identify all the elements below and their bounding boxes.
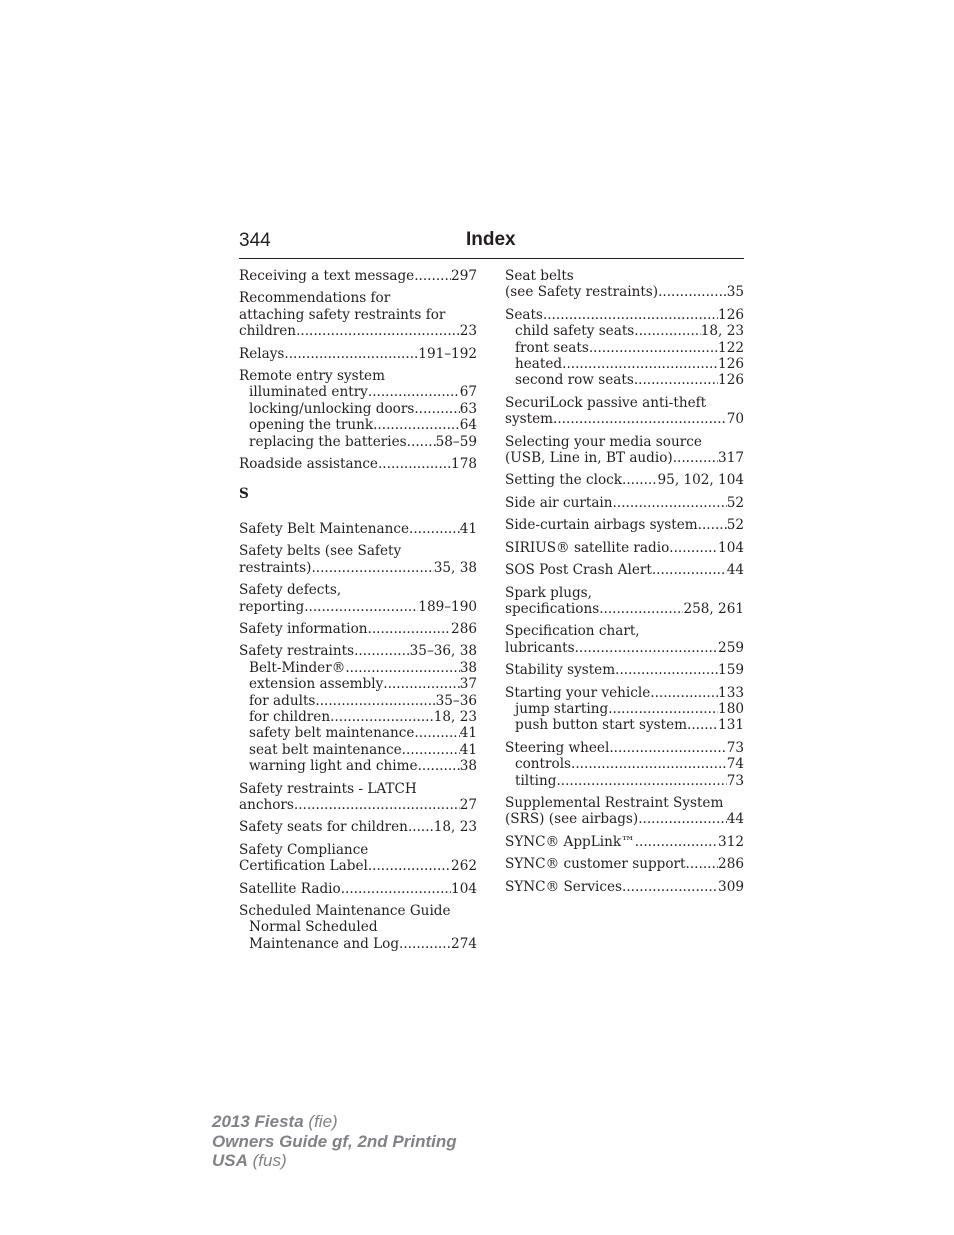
index-entry-line: [505, 450, 744, 466]
page-number: 344: [239, 230, 271, 251]
index-page-ref: 38: [459, 659, 477, 676]
index-term: Safety restraints - LATCH: [239, 780, 417, 797]
index-entry: [505, 662, 744, 678]
index-entry: [239, 346, 477, 362]
index-term: Seats: [505, 306, 543, 323]
index-term: Steering wheel: [505, 739, 610, 756]
index-entry-line: [505, 540, 744, 556]
index-term: Recommendations for: [239, 290, 391, 307]
dot-leader: [669, 540, 718, 556]
index-entry-line: [239, 797, 477, 813]
dot-leader: [658, 284, 727, 300]
index-page-ref: 41: [459, 520, 477, 537]
index-entry: [505, 740, 744, 789]
index-entry-line: [239, 346, 477, 362]
index-term: reporting: [239, 598, 305, 615]
index-term: seat belt maintenance: [249, 741, 402, 758]
index-subentry-line: [505, 717, 744, 733]
index-term: opening the trunk: [249, 417, 374, 434]
index-entry: [505, 856, 744, 872]
index-term: Side-curtain airbags system: [505, 517, 698, 534]
dot-leader: [634, 372, 718, 388]
index-page-ref: 126: [718, 306, 744, 323]
index-term: children: [239, 323, 297, 340]
index-page-ref: 95, 102, 104: [657, 472, 744, 489]
index-entry-line: [505, 623, 744, 639]
index-term: (USB, Line in, BT audio): [505, 450, 673, 467]
dot-leader: [311, 560, 433, 576]
index-subentry-line: [239, 709, 477, 725]
dot-leader: [418, 758, 460, 774]
document-footer: [212, 1112, 457, 1171]
index-term: Normal Scheduled: [249, 919, 378, 936]
index-page-ref: 274: [451, 935, 477, 952]
index-subentry-line: [239, 693, 477, 709]
index-entry-line: [239, 456, 477, 472]
index-entry: [239, 842, 477, 875]
index-term: Safety restraints: [239, 643, 355, 660]
index-entry-line: [239, 599, 477, 615]
index-subentry-line: [239, 401, 477, 417]
index-term: Maintenance and Log: [249, 935, 400, 952]
dot-leader: [373, 417, 460, 433]
index-entry-line: [505, 795, 744, 811]
index-column-right: [505, 268, 744, 901]
index-term: child safety seats: [515, 323, 635, 340]
index-subentry-line: [505, 340, 744, 356]
index-page-ref: 73: [726, 739, 744, 756]
dot-leader: [571, 756, 727, 772]
dot-leader: [414, 725, 459, 741]
page-title: Index: [466, 229, 516, 250]
dot-leader: [543, 307, 718, 323]
index-entry-line: [239, 881, 477, 897]
index-page-ref: 317: [718, 450, 744, 467]
index-entry: [239, 368, 477, 450]
index-page-ref: 35: [726, 284, 744, 301]
index-entry-line: [239, 819, 477, 835]
footer-market-code: (fus): [247, 1151, 287, 1170]
dot-leader: [687, 717, 718, 733]
index-page-ref: 309: [718, 878, 744, 895]
footer-model-line: [212, 1112, 457, 1132]
index-entry: [239, 290, 477, 339]
dot-leader: [345, 660, 459, 676]
index-entry-line: [505, 811, 744, 827]
dot-leader: [698, 517, 727, 533]
index-subentry-line: [239, 417, 477, 433]
index-entry: [239, 643, 477, 774]
index-page-ref: 180: [718, 700, 744, 717]
index-subentry-line: [505, 756, 744, 772]
index-entry-line: [239, 582, 477, 598]
index-page-ref: 18, 23: [433, 708, 477, 725]
index-page-ref: 67: [459, 384, 477, 401]
footer-guide: Owners Guide gf, 2nd Printing: [212, 1131, 457, 1151]
index-term: Relays: [239, 345, 285, 362]
index-page-ref: 73: [726, 772, 744, 789]
index-term: Stability system: [505, 662, 616, 679]
footer-market-line: [212, 1151, 457, 1171]
index-entry: [239, 903, 477, 952]
dot-leader: [622, 472, 658, 488]
footer-model-code: (fie): [303, 1112, 338, 1131]
index-page-ref: 64: [459, 417, 477, 434]
index-page-ref: 189–190: [418, 598, 477, 615]
index-page-ref: 18, 23: [700, 323, 744, 340]
index-term: Safety Compliance: [239, 841, 369, 858]
index-entry-line: [239, 323, 477, 339]
index-term: (see Safety restraints): [505, 284, 659, 301]
dot-leader: [553, 411, 727, 427]
index-entry-line: [505, 411, 744, 427]
index-subentry-line: [505, 701, 744, 717]
dot-leader: [562, 356, 718, 372]
index-term: Receiving a text message: [239, 268, 415, 284]
index-term: warning light and chime: [249, 758, 418, 775]
index-subentry-line: [239, 919, 477, 935]
index-term: Safety belts (see Safety: [239, 543, 402, 560]
index-entry-line: [239, 268, 477, 284]
index-term: Spark plugs,: [505, 584, 592, 601]
dot-leader: [304, 599, 418, 615]
index-subentry-line: [505, 323, 744, 339]
index-term: Seat belts: [505, 268, 574, 284]
index-entry-line: [239, 842, 477, 858]
index-term: extension assembly: [249, 676, 384, 693]
index-page-ref: 35, 38: [433, 559, 477, 576]
index-term: Specification chart,: [505, 623, 640, 640]
index-subentry-line: [239, 742, 477, 758]
dot-leader: [599, 601, 683, 617]
index-subentry-line: [239, 758, 477, 774]
index-term: push button start system: [515, 717, 688, 734]
index-page-ref: 178: [451, 456, 477, 473]
dot-leader: [673, 450, 718, 466]
index-term: tilting: [515, 772, 557, 789]
index-term: SIRIUS® satellite radio: [505, 539, 670, 556]
index-entry-line: [505, 685, 744, 701]
index-section-letter: S: [239, 486, 249, 503]
index-entry-line: [505, 640, 744, 656]
index-term: Remote entry system: [239, 368, 385, 385]
index-page-ref: 133: [718, 684, 744, 701]
index-term: Roadside assistance: [239, 456, 378, 473]
index-term: Side air curtain: [505, 494, 613, 511]
index-entry-line: [505, 856, 744, 872]
index-entry-line: [505, 495, 744, 511]
index-entry-line: [505, 601, 744, 617]
index-page-ref: 44: [726, 811, 744, 828]
index-term: Selecting your media source: [505, 433, 702, 450]
index-page-ref: 37: [459, 676, 477, 693]
index-entry-line: [505, 395, 744, 411]
dot-leader: [294, 797, 460, 813]
index-page-ref: 122: [718, 339, 744, 356]
index-entry: [239, 543, 477, 576]
dot-leader: [407, 434, 436, 450]
index-subentry-line: [505, 773, 744, 789]
index-page-ref: 286: [451, 620, 477, 637]
footer-market: USA: [212, 1151, 248, 1170]
index-term: for children: [249, 708, 331, 725]
index-term: safety belt maintenance: [249, 725, 415, 742]
index-page-ref: 23: [459, 323, 477, 340]
index-entry: [505, 685, 744, 734]
index-entry: [505, 562, 744, 578]
index-entry: [505, 540, 744, 556]
index-term: Scheduled Maintenance Guide: [239, 903, 451, 919]
index-entry: [239, 621, 477, 637]
index-entry-line: [239, 643, 477, 659]
index-entry-line: [239, 621, 477, 637]
index-term: lubricants: [505, 639, 575, 656]
dot-leader: [368, 384, 460, 400]
index-term: anchors: [239, 796, 294, 813]
index-entry-line: [505, 434, 744, 450]
index-page-ref: 258, 261: [683, 600, 744, 617]
index-entry-line: [239, 521, 477, 537]
dot-leader: [315, 693, 435, 709]
index-entry: [239, 582, 477, 615]
dot-leader: [622, 879, 718, 895]
index-entry-line: [239, 903, 477, 919]
footer-model: 2013 Fiesta: [212, 1112, 304, 1131]
index-entry-line: [239, 290, 477, 306]
index-term: Supplemental Restraint System: [505, 794, 724, 811]
index-entry: [505, 472, 744, 488]
index-page-ref: 38: [459, 758, 477, 775]
index-entry-line: [505, 268, 744, 284]
index-term: Belt-Minder®: [249, 659, 346, 676]
index-term: SYNC® Services: [505, 878, 623, 895]
index-entry-line: [505, 740, 744, 756]
index-page-ref: 126: [718, 372, 744, 389]
dot-leader: [284, 346, 418, 362]
index-term: specifications: [505, 600, 600, 617]
dot-leader: [556, 773, 726, 789]
dot-leader: [414, 268, 451, 284]
index-page-ref: 18, 23: [433, 819, 477, 836]
dot-leader: [368, 858, 451, 874]
index-entry: [505, 834, 744, 850]
index-page-ref: 70: [726, 411, 744, 428]
index-subentry-line: [239, 660, 477, 676]
dot-leader: [652, 562, 727, 578]
index-entry: [505, 623, 744, 656]
index-page-ref: 259: [718, 639, 744, 656]
index-entry-line: [505, 562, 744, 578]
index-term: attaching safety restraints for: [239, 306, 446, 323]
index-term: system: [505, 411, 554, 428]
index-entry: [505, 495, 744, 511]
index-term: Setting the clock: [505, 472, 622, 489]
index-term: Safety seats for children: [239, 819, 408, 836]
index-entry-line: [239, 368, 477, 384]
dot-leader: [354, 643, 410, 659]
index-page-ref: 191–192: [418, 345, 477, 362]
index-term: Safety information: [239, 620, 368, 637]
index-entry-line: [505, 662, 744, 678]
index-entry-line: [505, 472, 744, 488]
index-term: for adults: [249, 692, 316, 709]
dot-leader: [409, 521, 460, 537]
dot-leader: [383, 676, 459, 692]
index-entry: [239, 819, 477, 835]
index-page-ref: 104: [451, 880, 477, 897]
dot-leader: [613, 495, 727, 511]
index-term: restraints): [239, 559, 312, 576]
dot-leader: [635, 834, 718, 850]
index-term: illuminated entry: [249, 384, 368, 401]
index-term: Starting your vehicle: [505, 684, 651, 701]
index-page-ref: 74: [726, 756, 744, 773]
index-entry-line: [505, 517, 744, 533]
index-entry: [505, 795, 744, 828]
index-page-ref: 41: [459, 725, 477, 742]
index-term: SOS Post Crash Alert: [505, 562, 652, 579]
index-page-ref: 41: [459, 741, 477, 758]
index-entry: [505, 395, 744, 428]
index-page-ref: 35–36: [435, 692, 477, 709]
dot-leader: [330, 709, 434, 725]
index-term: Safety defects,: [239, 582, 342, 599]
index-subentry-line: [239, 676, 477, 692]
index-term: SYNC® customer support: [505, 856, 686, 873]
index-entry: [239, 268, 477, 284]
index-entry: [505, 434, 744, 467]
index-entry-line: [505, 834, 744, 850]
index-subentry-line: [505, 356, 744, 372]
index-page-ref: 297: [451, 268, 477, 284]
index-page-ref: 262: [451, 858, 477, 875]
index-term: (SRS) (see airbags): [505, 811, 639, 828]
dot-leader: [686, 856, 719, 872]
index-term: replacing the batteries: [249, 433, 407, 450]
dot-leader: [650, 685, 718, 701]
index-term: SecuriLock passive anti-theft: [505, 394, 707, 411]
index-page-ref: 312: [718, 833, 744, 850]
index-column-left: [239, 268, 477, 958]
dot-leader: [575, 640, 718, 656]
dot-leader: [402, 742, 460, 758]
dot-leader: [399, 936, 451, 952]
index-term: Certification Label: [239, 858, 368, 875]
index-entry-line: [505, 585, 744, 601]
index-entry-line: [505, 879, 744, 895]
index-term: front seats: [515, 339, 589, 356]
dot-leader: [378, 456, 451, 472]
index-entry-line: [239, 858, 477, 874]
index-subentry-line: [239, 725, 477, 741]
index-page-ref: 35–36, 38: [409, 643, 477, 660]
dot-leader: [341, 881, 451, 897]
index-page-ref: 63: [459, 400, 477, 417]
index-term: jump starting: [515, 700, 609, 717]
index-page-ref: 131: [718, 717, 744, 734]
index-term: heated: [515, 356, 563, 373]
index-page-ref: 126: [718, 356, 744, 373]
index-page-ref: 52: [726, 494, 744, 511]
index-entry: [239, 521, 477, 537]
index-entry: [505, 517, 744, 533]
index-entry-line: [239, 781, 477, 797]
index-entry: [239, 456, 477, 472]
index-entry: [505, 268, 744, 301]
index-term: controls: [515, 756, 572, 773]
index-page-ref: 44: [726, 562, 744, 579]
index-entry-line: [505, 307, 744, 323]
index-page-ref: 159: [718, 662, 744, 679]
index-entry-line: [505, 284, 744, 300]
index-subentry-line: [239, 434, 477, 450]
dot-leader: [609, 740, 726, 756]
dot-leader: [615, 662, 718, 678]
index-term: second row seats: [515, 372, 634, 389]
index-entry: [505, 307, 744, 389]
index-subentry-line: [239, 936, 477, 952]
index-term: SYNC® AppLink™: [505, 833, 635, 850]
footer-guide-line: [212, 1132, 457, 1152]
index-entry: [239, 781, 477, 814]
dot-leader: [638, 811, 726, 827]
dot-leader: [408, 819, 434, 835]
dot-leader: [368, 621, 452, 637]
dot-leader: [589, 340, 718, 356]
index-entry: [505, 879, 744, 895]
page-header: [239, 228, 744, 259]
dot-leader: [414, 401, 459, 417]
index-entry-line: [239, 543, 477, 559]
index-term: Satellite Radio: [239, 880, 341, 897]
index-page-ref: 104: [718, 539, 744, 556]
index-entry-line: [239, 307, 477, 323]
dot-leader: [296, 323, 460, 339]
index-subentry-line: [505, 372, 744, 388]
index-page-ref: 58–59: [435, 433, 477, 450]
index-page-ref: 27: [459, 796, 477, 813]
index-entry: [505, 585, 744, 618]
index-term: locking/unlocking doors: [249, 400, 415, 417]
dot-leader: [634, 323, 700, 339]
index-entry-line: [239, 560, 477, 576]
index-page-ref: 52: [726, 517, 744, 534]
index-entry: [239, 881, 477, 897]
index-term: Safety Belt Maintenance: [239, 520, 410, 537]
dot-leader: [608, 701, 718, 717]
index-subentry-line: [239, 384, 477, 400]
index-page-ref: 286: [718, 856, 744, 873]
